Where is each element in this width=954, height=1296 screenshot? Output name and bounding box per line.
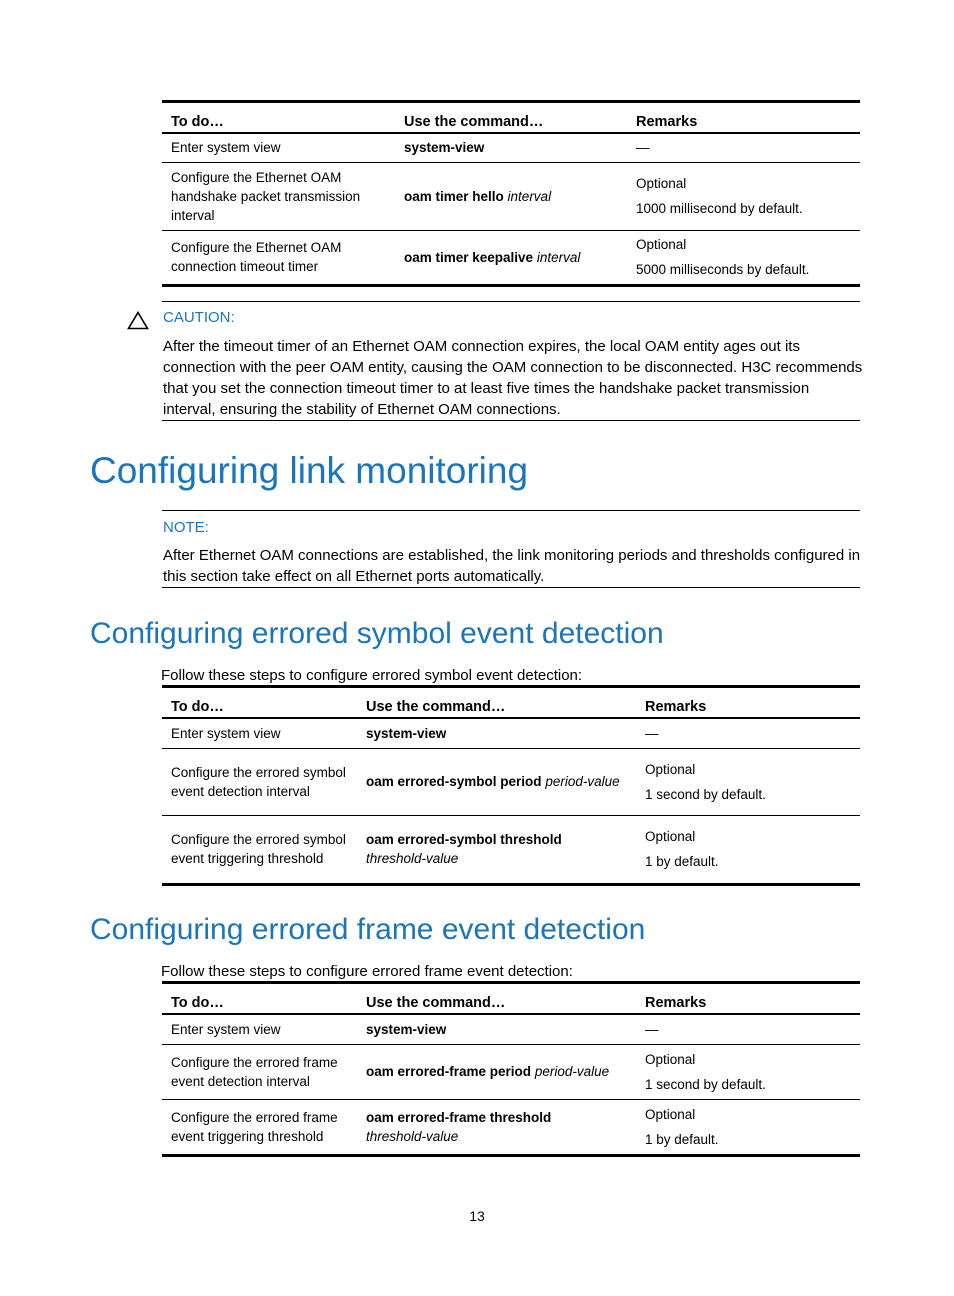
note-text: After Ethernet OAM connections are established, the link monitoring periods and thresholds configured in this section take effect on all Ethernet ports automatically. — [163, 547, 861, 585]
note-top-rule — [162, 510, 860, 511]
remarks-cell — [636, 1099, 860, 1155]
table-row — [162, 718, 860, 748]
remark-default: 5000 milliseconds by default. — [636, 262, 810, 277]
column-header-command: Use the command… — [404, 114, 544, 130]
table-row — [162, 1014, 860, 1044]
remarks-cell — [636, 748, 860, 815]
note-bottom-rule — [162, 587, 860, 588]
table-row — [162, 1044, 860, 1099]
command-cell — [357, 718, 636, 748]
table-row — [162, 815, 860, 884]
timer-table — [162, 100, 860, 287]
command-cell — [357, 1099, 636, 1155]
table-header-row — [162, 102, 860, 134]
todo-cell: Configure the errored symbol event triggering threshold — [171, 832, 346, 866]
column-header-command: Use the command… — [366, 995, 506, 1011]
table-row — [162, 1099, 860, 1155]
command-argument: period-value — [545, 774, 620, 789]
remark-default: 1 by default. — [645, 854, 719, 869]
table-row — [162, 133, 860, 162]
command-keyword: oam errored-frame period — [366, 1064, 532, 1079]
command-cell — [395, 133, 627, 162]
command-keyword: oam errored-symbol period — [366, 774, 542, 789]
column-header-remarks: Remarks — [645, 699, 707, 715]
section-title-symbol: Configuring errored symbol event detection — [90, 617, 664, 650]
column-header-command: Use the command… — [366, 699, 506, 715]
caution-text: After the timeout timer of an Ethernet OAM connection expires, the local OAM entity ages out its connection with the peer OAM entity, causing the OAM connection to be disconnected. H3C recommends that you set the connection timeout timer to at least five times the handshake packet transmission interval, ensuring the stability of Ethernet OAM connections. — [163, 338, 863, 418]
remark-optional: Optional — [645, 1106, 696, 1122]
command-argument: period-value — [534, 1064, 610, 1079]
todo-cell: Enter system view — [171, 1021, 281, 1037]
table-row — [162, 748, 860, 815]
command-keyword: system-view — [404, 140, 485, 156]
column-header-remarks: Remarks — [645, 995, 707, 1011]
section-title-frame: Configuring errored frame event detection — [90, 913, 646, 946]
command-argument: interval — [507, 188, 552, 204]
remarks-cell — [627, 133, 860, 162]
remarks-cell — [636, 815, 860, 884]
column-header-todo: To do… — [171, 995, 224, 1011]
command-cell — [357, 1044, 636, 1099]
symbol-table — [162, 685, 860, 886]
caution-label: CAUTION: — [163, 309, 235, 326]
remarks-cell — [636, 1014, 860, 1044]
remark-default: 1 by default. — [645, 1131, 719, 1147]
command-keyword: oam timer hello — [404, 188, 504, 204]
remark-default: 1 second by default. — [645, 786, 766, 802]
caution-bottom-rule — [162, 420, 860, 421]
remark-default: 1 second by default. — [645, 1076, 766, 1092]
remark-optional: Optional — [636, 176, 687, 191]
command-cell — [357, 1014, 636, 1044]
remarks-cell — [627, 162, 860, 230]
section-intro-symbol: Follow these steps to configure errored symbol event detection: — [161, 667, 583, 684]
table-row — [162, 162, 860, 230]
todo-cell: Configure the Ethernet OAM handshake packet transmission interval — [171, 169, 361, 223]
command-argument: threshold-value — [366, 1128, 459, 1144]
command-keyword: oam errored-frame threshold — [366, 1109, 552, 1125]
command-keyword: system-view — [366, 725, 447, 741]
remark-optional: Optional — [645, 761, 696, 777]
todo-cell: Configure the errored symbol event detection interval — [171, 764, 346, 799]
todo-cell: Configure the errored frame event detection interval — [171, 1054, 338, 1089]
table-header-row — [162, 983, 860, 1015]
section-intro-frame: Follow these steps to configure errored frame event detection: — [161, 963, 573, 980]
todo-cell: Configure the errored frame event triggering threshold — [171, 1109, 338, 1144]
remark-optional: Optional — [645, 829, 696, 844]
command-argument: interval — [536, 249, 581, 265]
remarks-cell — [627, 230, 860, 285]
command-cell — [395, 162, 627, 230]
todo-cell: Enter system view — [171, 725, 281, 741]
remark-optional: Optional — [645, 1051, 696, 1067]
caution-top-rule — [162, 301, 860, 302]
command-cell — [395, 230, 627, 285]
remark-default: 1000 millisecond by default. — [636, 201, 803, 216]
todo-cell: Enter system view — [171, 140, 281, 156]
todo-cell: Configure the Ethernet OAM connection timeout timer — [171, 240, 342, 274]
remarks-cell — [636, 1044, 860, 1099]
frame-table — [162, 981, 860, 1157]
command-keyword: system-view — [366, 1021, 447, 1037]
table-row — [162, 230, 860, 285]
command-cell — [357, 748, 636, 815]
command-cell — [357, 815, 636, 884]
command-argument: threshold-value — [366, 851, 459, 866]
remarks-cell — [636, 718, 860, 748]
page-number: 13 — [469, 1208, 485, 1224]
remark-text: — — [636, 140, 650, 156]
remark-text: — — [645, 1021, 659, 1037]
remark-optional: Optional — [636, 237, 687, 252]
page-title: Configuring link monitoring — [90, 450, 529, 491]
remark-text: — — [645, 725, 659, 741]
command-keyword: oam errored-symbol threshold — [366, 832, 562, 847]
table-header-row — [162, 687, 860, 719]
column-header-remarks: Remarks — [636, 114, 698, 130]
column-header-todo: To do… — [171, 699, 224, 715]
command-keyword: oam timer keepalive — [404, 249, 534, 265]
column-header-todo: To do… — [171, 114, 224, 130]
note-label: NOTE: — [163, 519, 209, 536]
caution-icon — [127, 311, 149, 335]
